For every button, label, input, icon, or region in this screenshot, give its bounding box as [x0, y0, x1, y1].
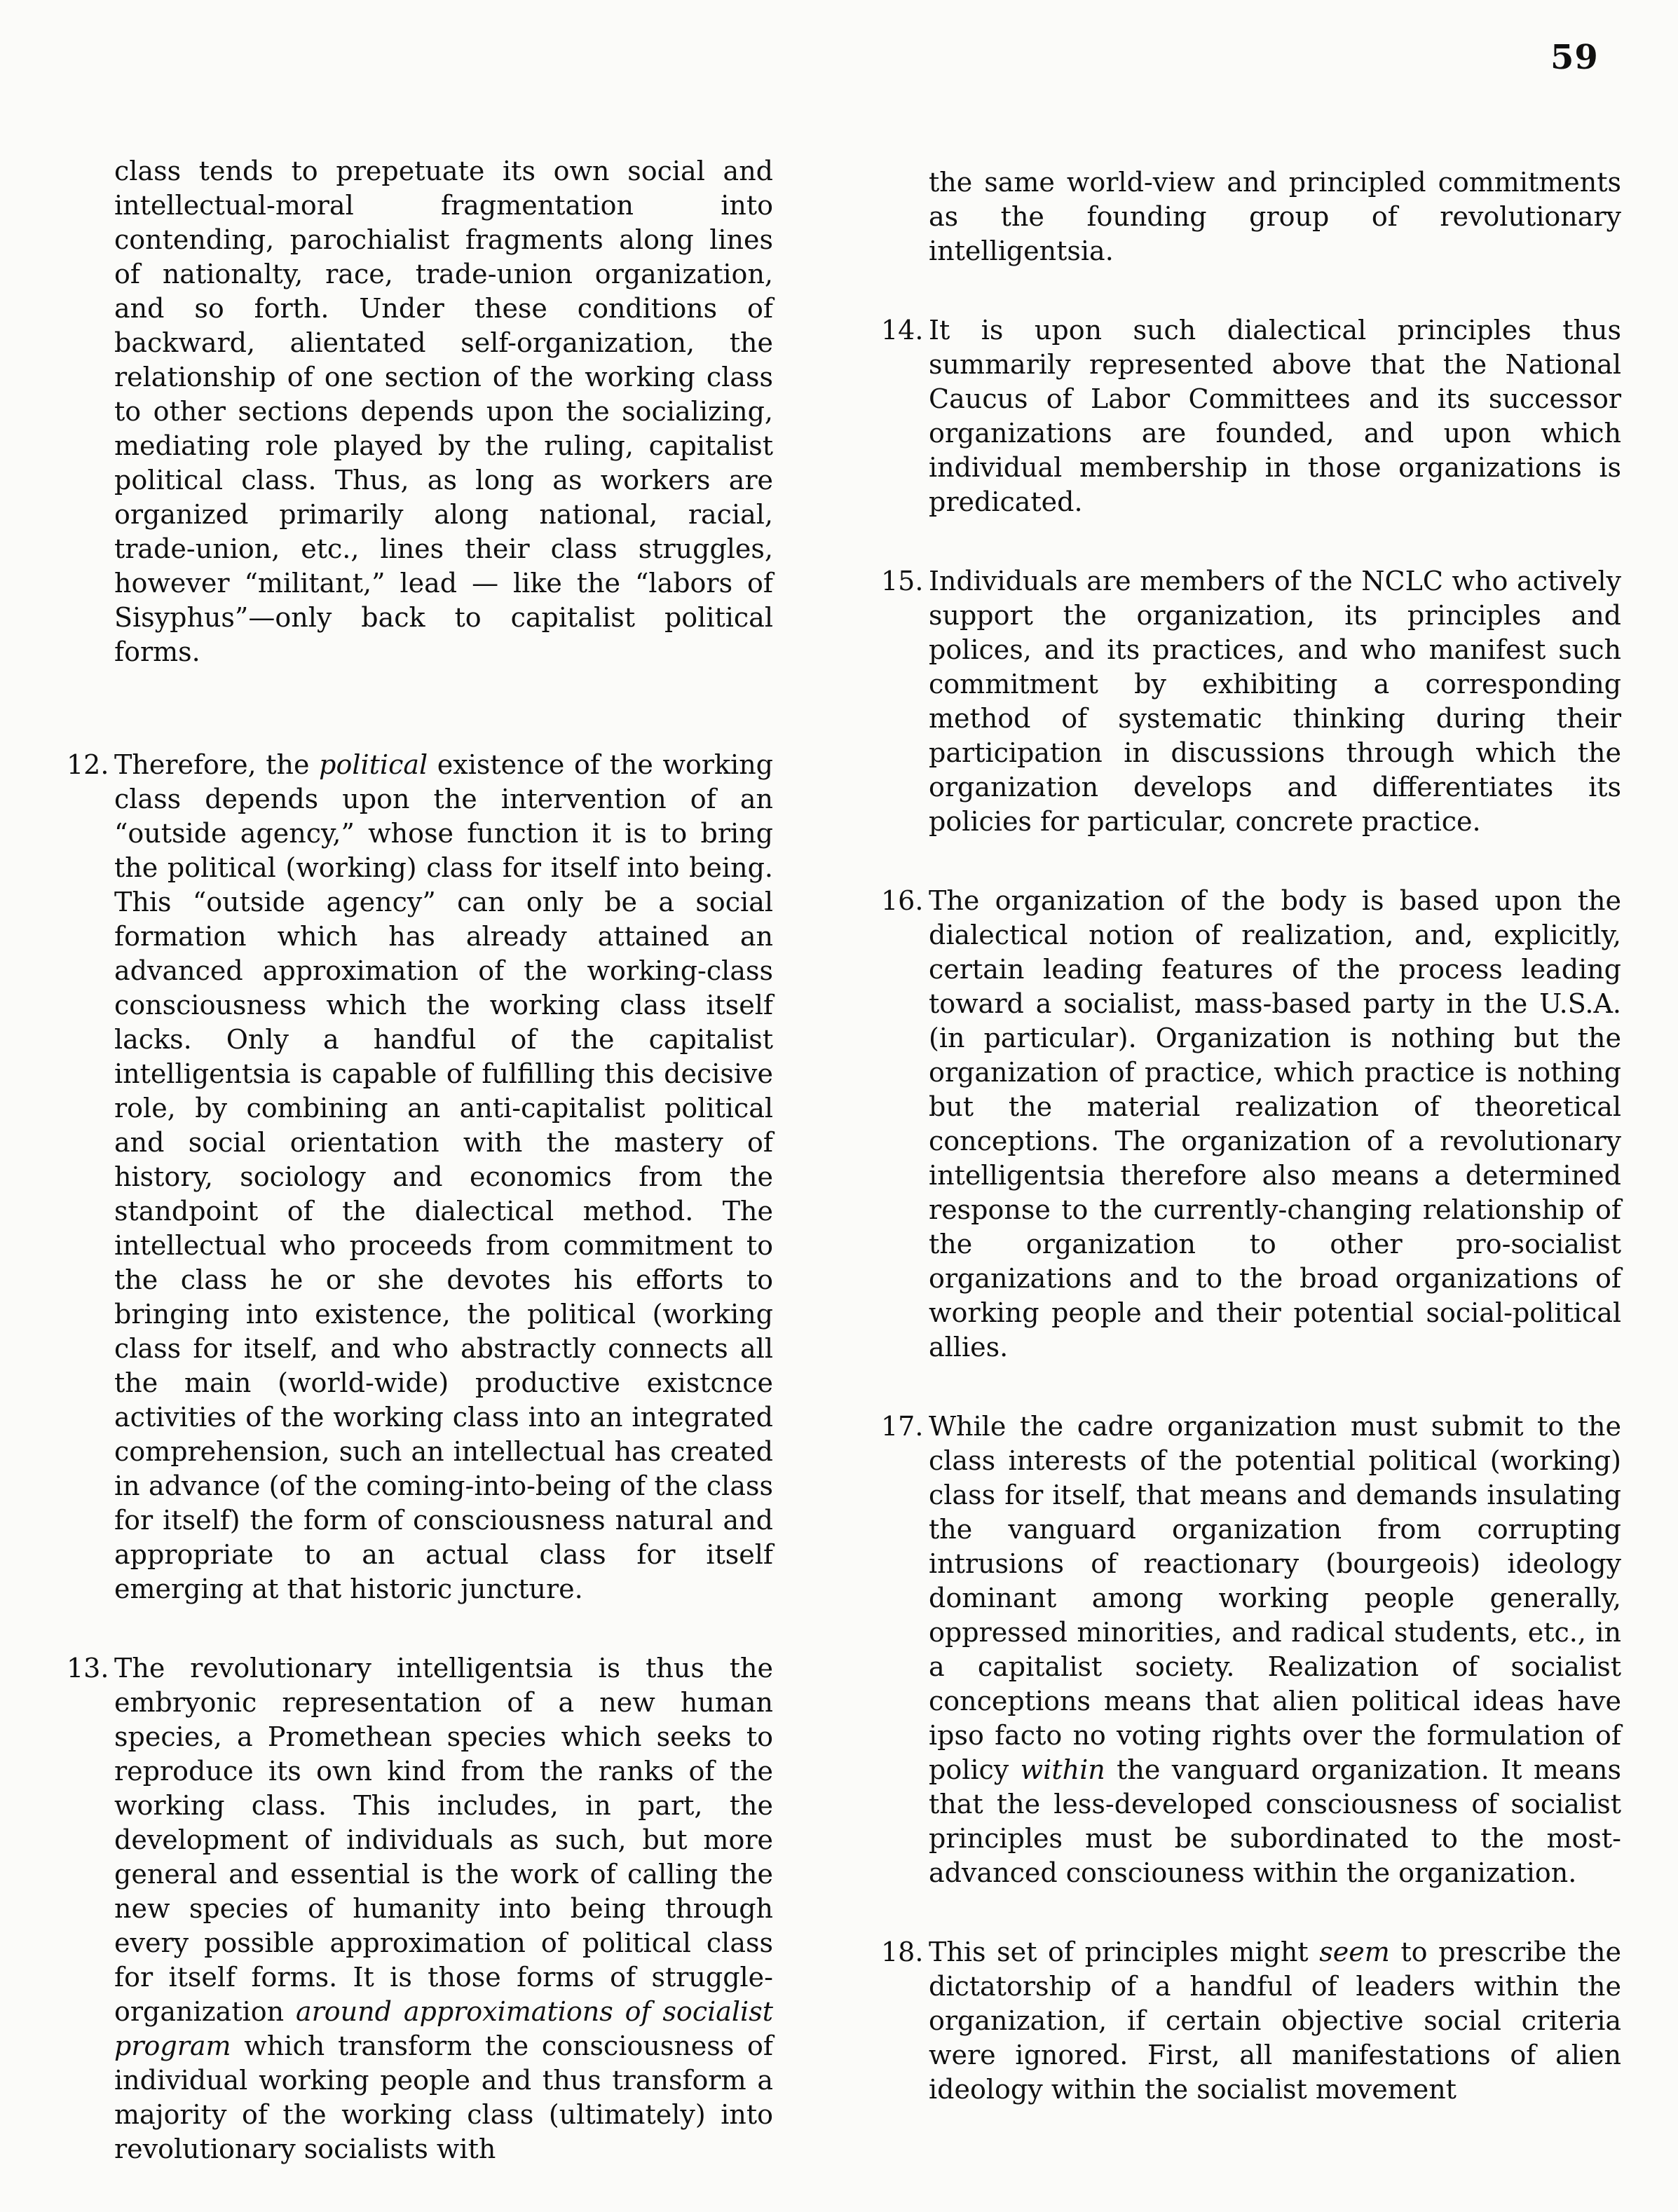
text-segment: While the cadre organization must submit to the class interests of the potential political (working) class for itself, that means and demands insulating the vanguard organization from corrupting intrusions of reactionary (bourgeois) ideology dominant among working people generally, oppressed minorities, and radical students, etc., in a capitalist society. Realization of socialist conceptions means that alien political ideas have ipso facto no voting rights over the formulation of policy — [929, 1411, 1621, 1785]
italic-segment: political — [319, 749, 428, 780]
paragraph-number: 15. — [881, 566, 924, 596]
paragraph-number: 13. — [67, 1653, 109, 1684]
paragraph-number: 16. — [881, 885, 924, 916]
text-segment: the same world-view and principled commitments as the founding group of revolutionary intelligentsia. — [929, 167, 1621, 266]
text-segment: to prescribe the dictatorship of a handful of leaders within the organization, if certain objective social criteria were ignored. First, all manifestations of alien ideology within the socialist movement — [929, 1937, 1621, 2105]
text-segment: Therefore, the — [114, 749, 320, 780]
italic-segment: within — [1020, 1754, 1105, 1785]
paragraph-12 — [67, 748, 773, 1606]
italic-segment: seem — [1319, 1937, 1390, 1967]
paragraph-continuation-right — [929, 165, 1621, 268]
text-segment: the vanguard organization. It means that the less-developed consciousness of socialist principles must be subordinated to the most-advanced consciouness within the organization. — [929, 1754, 1621, 1888]
page-number: 59 — [1550, 38, 1599, 77]
text-segment: The organization of the body is based upon the dialectical notion of realization, and, explicitly, certain leading features of the process leading toward a socialist, mass-based party in the U.S.A. (in particular). Organization is nothing but the organization of practice, which practice is nothing but the material realization of theoretical conceptions. The organization of a revolutionary intelligentsia therefore also means a determined response to the currently-changing relationship of the organization to other pro-socialist organizations and to the broad organizations of working people and their potential social-political allies. — [929, 885, 1621, 1363]
paragraph-number: 12. — [67, 749, 109, 780]
text-segment: class tends to prepetuate its own social and intellectual-moral fragmentation into contending, parochialist fragments along lines of nationalty, race, trade-union organization, and so forth. Under these conditions of backward, alientated self-organization, the relationship of one section of the working class to other sections depends upon the socializing, mediating role played by the ruling, capitalist political class. Thus, as long as workers are organized primarily along national, racial, trade-union, etc., lines their class struggles, however “militant,” lead — like the “labors of Sisyphus”—only back to capitalist political forms. — [114, 156, 773, 667]
italic-segment: around approximations of socialist program — [114, 1996, 773, 2061]
paragraph-number: 17. — [881, 1411, 924, 1442]
paragraph-number: 14. — [881, 315, 924, 346]
paragraph-continuation-left — [114, 154, 773, 669]
paragraph-14 — [881, 313, 1621, 519]
left-column — [67, 154, 773, 2211]
text-segment: existence of the working class depends upon the intervention of an “outside agency,” whose function it is to bring the political (working) class for itself into being. This “outside agency” can only be a social formation which has already attained an advanced approximation of the working-class consciousness which the working class itself lacks. Only a handful of the capitalist intelligentsia is capable of fulfilling this decisive role, by combining an anti-capitalist political and social orientation with the mastery of history, sociology and economics from the standpoint of the dialectical method. The intellectual who proceeds from commitment to the class he or she devotes his efforts to bringing into existence, the political (working class for itself, and who abstractly connects all the main (world-wide) productive existcnce activities of the working class into an integrated comprehension, such an intellectual has created in advance (of the coming-into-being of the class for itself) the form of consciousness natural and appropriate to an actual class for itself emerging at that historic juncture. — [114, 749, 773, 1604]
text-segment: Individuals are members of the NCLC who actively support the organization, its principles and polices, and its practices, and who manifest such commitment by exhibiting a corresponding method of systematic thinking during their participation in discussions through which the organization develops and differentiates its policies for particular, concrete practice. — [929, 566, 1621, 837]
paragraph-15 — [881, 564, 1621, 839]
text-segment: which transform the consciousness of individual working people and thus transform a majority of the working class (ultimately) into revolutionary socialists with — [114, 2030, 773, 2164]
right-column — [881, 165, 1621, 2152]
paragraph-18 — [881, 1935, 1621, 2107]
text-segment: It is upon such dialectical principles thus summarily represented above that the National Caucus of Labor Committees and its successor organizations are founded, and upon which individual membership in those organizations is predicated. — [929, 315, 1621, 517]
paragraph-17 — [881, 1409, 1621, 1890]
text-segment: This set of principles might — [929, 1937, 1320, 1967]
paragraph-number: 18. — [881, 1937, 924, 1967]
text-segment: The revolutionary intelligentsia is thus the embryonic representation of a new human species, a Promethean species which seeks to reproduce its own kind from the ranks of the working class. This includes, in part, the development of individuals as such, but more general and essential is the work of calling the new species of humanity into being through every possible approximation of political class for itself forms. It is those forms of struggle-organization — [114, 1653, 773, 2027]
paragraph-13 — [67, 1651, 773, 2166]
paragraph-16 — [881, 884, 1621, 1365]
